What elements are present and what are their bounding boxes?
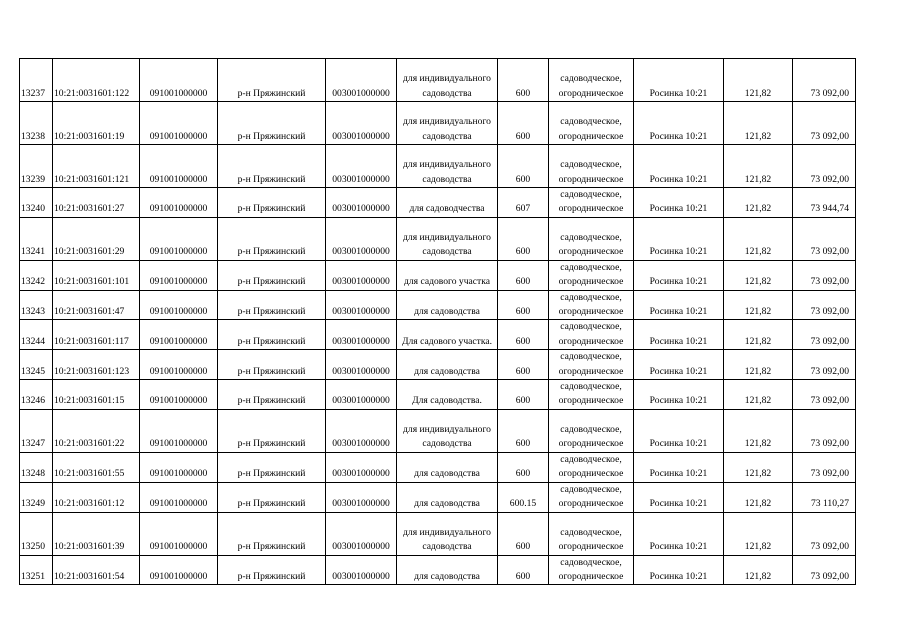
cell-specific-value: 121,82 [724, 380, 793, 410]
cell-area: 600 [498, 145, 549, 188]
cell-cadastral-number: 10:21:0031601:39 [53, 512, 140, 555]
cell-district: р-н Пряжинский [218, 350, 326, 380]
cell-territory-code: 003001000000 [326, 260, 397, 290]
cell-cadastral-zone: Росинка 10:21 [634, 145, 724, 188]
cell-use-type: садоводческое, огородническое [549, 512, 634, 555]
cell-record-number: 13238 [20, 102, 53, 145]
table-body [20, 59, 856, 585]
cell-cadastral-number: 10:21:0031601:123 [53, 350, 140, 380]
cell-district: р-н Пряжинский [218, 512, 326, 555]
cell-cadastral-value: 73 092,00 [793, 290, 856, 320]
cell-specific-value: 121,82 [724, 145, 793, 188]
cell-area: 600 [498, 290, 549, 320]
cell-permitted-use: для индивидуального садоводства [397, 102, 498, 145]
cell-permitted-use: для индивидуального садоводства [397, 145, 498, 188]
cell-cadastral-zone: Росинка 10:21 [634, 102, 724, 145]
cell-cadastral-number: 10:21:0031601:22 [53, 409, 140, 452]
cell-cadastral-value: 73 092,00 [793, 452, 856, 482]
cell-area: 600 [498, 512, 549, 555]
cell-area: 600 [498, 217, 549, 260]
cell-record-number: 13248 [20, 452, 53, 482]
table-row [20, 380, 856, 410]
cell-territory-code: 003001000000 [326, 452, 397, 482]
cell-territory-code: 003001000000 [326, 512, 397, 555]
cell-permitted-use: Для садоводства. [397, 380, 498, 410]
cell-specific-value: 121,82 [724, 452, 793, 482]
table-row [20, 59, 856, 102]
cell-use-type: садоводческое, огородническое [549, 409, 634, 452]
cell-cadastral-value: 73 092,00 [793, 217, 856, 260]
cell-use-type: садоводческое, огородническое [549, 380, 634, 410]
table-row [20, 290, 856, 320]
cell-specific-value: 121,82 [724, 482, 793, 512]
cell-district: р-н Пряжинский [218, 555, 326, 585]
cell-cadastral-zone: Росинка 10:21 [634, 512, 724, 555]
cell-use-type: садоводческое, огородническое [549, 145, 634, 188]
cell-use-type: садоводческое, огородническое [549, 102, 634, 145]
cell-okato-code: 091001000000 [140, 320, 218, 350]
cell-territory-code: 003001000000 [326, 409, 397, 452]
cell-record-number: 13250 [20, 512, 53, 555]
table-row [20, 512, 856, 555]
cell-territory-code: 003001000000 [326, 320, 397, 350]
cell-specific-value: 121,82 [724, 350, 793, 380]
cell-cadastral-zone: Росинка 10:21 [634, 409, 724, 452]
cell-cadastral-zone: Росинка 10:21 [634, 452, 724, 482]
cell-territory-code: 003001000000 [326, 290, 397, 320]
cell-permitted-use: для индивидуального садоводства [397, 512, 498, 555]
cell-okato-code: 091001000000 [140, 260, 218, 290]
cell-territory-code: 003001000000 [326, 59, 397, 102]
table-row [20, 409, 856, 452]
cell-cadastral-number: 10:21:0031601:101 [53, 260, 140, 290]
cell-permitted-use: для индивидуального садоводства [397, 59, 498, 102]
cell-use-type: садоводческое, огородническое [549, 350, 634, 380]
cell-cadastral-value: 73 092,00 [793, 320, 856, 350]
cell-cadastral-zone: Росинка 10:21 [634, 188, 724, 218]
table-row [20, 555, 856, 585]
cell-record-number: 13251 [20, 555, 53, 585]
cell-cadastral-value: 73 092,00 [793, 380, 856, 410]
table-row [20, 102, 856, 145]
cell-territory-code: 003001000000 [326, 188, 397, 218]
table-row [20, 452, 856, 482]
cell-specific-value: 121,82 [724, 512, 793, 555]
cell-permitted-use: для садоводчества [397, 188, 498, 218]
cell-permitted-use: для садоводства [397, 350, 498, 380]
cell-record-number: 13240 [20, 188, 53, 218]
cell-district: р-н Пряжинский [218, 290, 326, 320]
cell-cadastral-zone: Росинка 10:21 [634, 290, 724, 320]
cell-okato-code: 091001000000 [140, 380, 218, 410]
cell-record-number: 13246 [20, 380, 53, 410]
cell-cadastral-zone: Росинка 10:21 [634, 482, 724, 512]
cell-area: 600 [498, 555, 549, 585]
cell-okato-code: 091001000000 [140, 217, 218, 260]
cell-okato-code: 091001000000 [140, 350, 218, 380]
cell-area: 600 [498, 409, 549, 452]
cell-use-type: садоводческое, огородническое [549, 290, 634, 320]
cell-district: р-н Пряжинский [218, 320, 326, 350]
cell-record-number: 13245 [20, 350, 53, 380]
cell-cadastral-value: 73 092,00 [793, 59, 856, 102]
cell-record-number: 13244 [20, 320, 53, 350]
cell-cadastral-number: 10:21:0031601:121 [53, 145, 140, 188]
cell-record-number: 13237 [20, 59, 53, 102]
cell-cadastral-zone: Росинка 10:21 [634, 59, 724, 102]
cell-okato-code: 091001000000 [140, 555, 218, 585]
cell-cadastral-zone: Росинка 10:21 [634, 320, 724, 350]
cell-district: р-н Пряжинский [218, 409, 326, 452]
cell-territory-code: 003001000000 [326, 482, 397, 512]
cell-specific-value: 121,82 [724, 188, 793, 218]
cell-permitted-use: для садоводства [397, 482, 498, 512]
cell-cadastral-value: 73 092,00 [793, 350, 856, 380]
cell-cadastral-value: 73 092,00 [793, 512, 856, 555]
table-row [20, 482, 856, 512]
cell-permitted-use: для садового участка [397, 260, 498, 290]
cell-district: р-н Пряжинский [218, 452, 326, 482]
cell-area: 600 [498, 452, 549, 482]
cell-area: 600.15 [498, 482, 549, 512]
cell-cadastral-value: 73 110,27 [793, 482, 856, 512]
cell-okato-code: 091001000000 [140, 145, 218, 188]
cell-district: р-н Пряжинский [218, 145, 326, 188]
cell-cadastral-number: 10:21:0031601:15 [53, 380, 140, 410]
cell-okato-code: 091001000000 [140, 482, 218, 512]
cell-okato-code: 091001000000 [140, 512, 218, 555]
cell-territory-code: 003001000000 [326, 102, 397, 145]
cell-cadastral-zone: Росинка 10:21 [634, 350, 724, 380]
cell-area: 600 [498, 260, 549, 290]
cell-specific-value: 121,82 [724, 320, 793, 350]
cell-cadastral-number: 10:21:0031601:27 [53, 188, 140, 218]
cell-area: 600 [498, 350, 549, 380]
cell-permitted-use: для садоводства [397, 555, 498, 585]
cell-cadastral-zone: Росинка 10:21 [634, 380, 724, 410]
cell-cadastral-value: 73 092,00 [793, 409, 856, 452]
cell-district: р-н Пряжинский [218, 482, 326, 512]
table-row [20, 350, 856, 380]
cell-use-type: садоводческое, огородническое [549, 217, 634, 260]
cell-use-type: садоводческое, огородническое [549, 482, 634, 512]
cell-district: р-н Пряжинский [218, 188, 326, 218]
cell-cadastral-value: 73 944,74 [793, 188, 856, 218]
cell-cadastral-zone: Росинка 10:21 [634, 260, 724, 290]
cell-cadastral-number: 10:21:0031601:54 [53, 555, 140, 585]
cell-use-type: садоводческое, огородническое [549, 59, 634, 102]
cell-specific-value: 121,82 [724, 260, 793, 290]
cell-area: 600 [498, 102, 549, 145]
cell-okato-code: 091001000000 [140, 290, 218, 320]
cell-area: 600 [498, 59, 549, 102]
cell-area: 607 [498, 188, 549, 218]
cell-permitted-use: для индивидуального садоводства [397, 409, 498, 452]
cell-use-type: садоводческое, огородническое [549, 188, 634, 218]
cell-area: 600 [498, 380, 549, 410]
cell-cadastral-zone: Росинка 10:21 [634, 555, 724, 585]
cell-territory-code: 003001000000 [326, 350, 397, 380]
cell-record-number: 13249 [20, 482, 53, 512]
cell-specific-value: 121,82 [724, 217, 793, 260]
cell-cadastral-number: 10:21:0031601:47 [53, 290, 140, 320]
cell-cadastral-value: 73 092,00 [793, 102, 856, 145]
cell-cadastral-value: 73 092,00 [793, 555, 856, 585]
table-row [20, 145, 856, 188]
cell-district: р-н Пряжинский [218, 59, 326, 102]
cell-okato-code: 091001000000 [140, 59, 218, 102]
cell-territory-code: 003001000000 [326, 380, 397, 410]
cell-record-number: 13243 [20, 290, 53, 320]
cell-permitted-use: Для садового участка. [397, 320, 498, 350]
cell-specific-value: 121,82 [724, 409, 793, 452]
cell-area: 600 [498, 320, 549, 350]
land-parcel-table [19, 58, 856, 585]
cell-cadastral-number: 10:21:0031601:29 [53, 217, 140, 260]
table-row [20, 260, 856, 290]
cell-cadastral-value: 73 092,00 [793, 145, 856, 188]
cell-record-number: 13247 [20, 409, 53, 452]
cell-use-type: садоводческое, огородническое [549, 260, 634, 290]
cell-cadastral-number: 10:21:0031601:55 [53, 452, 140, 482]
cell-okato-code: 091001000000 [140, 452, 218, 482]
cell-specific-value: 121,82 [724, 59, 793, 102]
table-row [20, 320, 856, 350]
cell-territory-code: 003001000000 [326, 555, 397, 585]
cell-record-number: 13239 [20, 145, 53, 188]
cell-record-number: 13242 [20, 260, 53, 290]
cell-use-type: садоводческое, огородническое [549, 452, 634, 482]
cell-district: р-н Пряжинский [218, 260, 326, 290]
cell-specific-value: 121,82 [724, 290, 793, 320]
cell-okato-code: 091001000000 [140, 409, 218, 452]
cell-district: р-н Пряжинский [218, 102, 326, 145]
cell-use-type: садоводческое, огородническое [549, 555, 634, 585]
cell-cadastral-number: 10:21:0031601:117 [53, 320, 140, 350]
cell-cadastral-value: 73 092,00 [793, 260, 856, 290]
cell-okato-code: 091001000000 [140, 102, 218, 145]
cell-territory-code: 003001000000 [326, 217, 397, 260]
cell-okato-code: 091001000000 [140, 188, 218, 218]
cell-record-number: 13241 [20, 217, 53, 260]
cell-territory-code: 003001000000 [326, 145, 397, 188]
cell-cadastral-number: 10:21:0031601:19 [53, 102, 140, 145]
cell-specific-value: 121,82 [724, 555, 793, 585]
cell-cadastral-zone: Росинка 10:21 [634, 217, 724, 260]
cell-district: р-н Пряжинский [218, 380, 326, 410]
cell-cadastral-number: 10:21:0031601:122 [53, 59, 140, 102]
cell-permitted-use: для индивидуального садоводства [397, 217, 498, 260]
cell-cadastral-number: 10:21:0031601:12 [53, 482, 140, 512]
cell-permitted-use: для садоводства [397, 452, 498, 482]
cell-district: р-н Пряжинский [218, 217, 326, 260]
cell-specific-value: 121,82 [724, 102, 793, 145]
cell-use-type: садоводческое, огородническое [549, 320, 634, 350]
table-row [20, 217, 856, 260]
cell-permitted-use: для садоводства [397, 290, 498, 320]
table-row [20, 188, 856, 218]
